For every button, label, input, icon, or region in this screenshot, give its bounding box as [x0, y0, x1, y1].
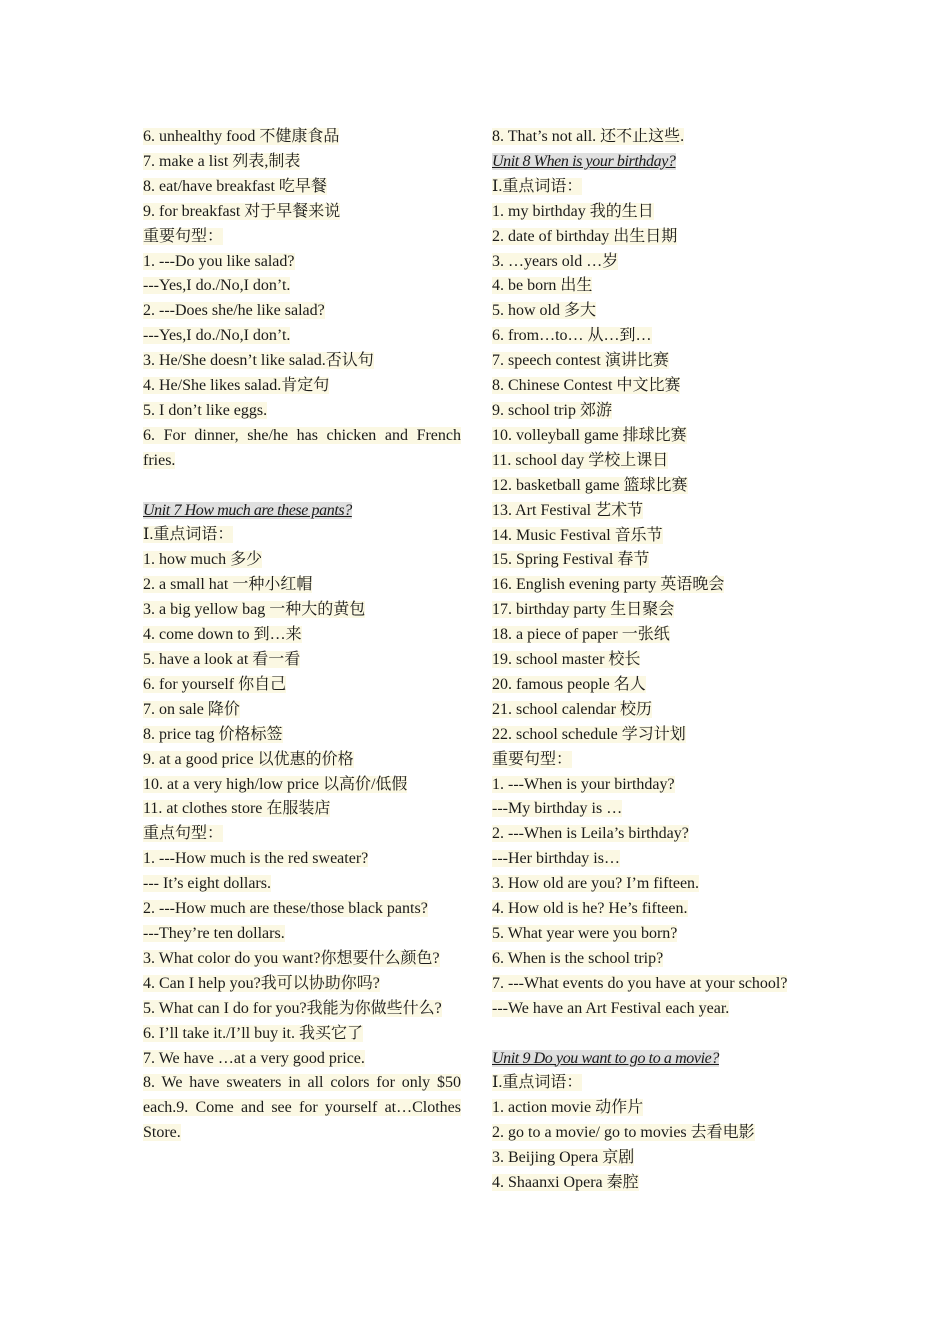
text-line	[492, 997, 810, 1022]
line-text: ---Yes,I do./No,I don’t.	[143, 327, 291, 345]
section-label	[143, 822, 461, 847]
text-line	[143, 200, 461, 225]
text-line	[143, 947, 461, 972]
text-line	[143, 374, 461, 399]
line-text: 6. unhealthy food 不健康食品	[143, 128, 340, 145]
line-text: 8. price tag 价格标签	[143, 725, 283, 743]
text-line	[143, 324, 461, 349]
text-line	[492, 374, 810, 399]
text-line	[143, 673, 461, 698]
text-line	[143, 150, 461, 175]
line-text: 8. Chinese Contest 中文比赛	[492, 377, 681, 395]
line-text: 9. for breakfast 对于早餐来说	[143, 202, 341, 220]
text-line	[143, 648, 461, 673]
text-line	[143, 1047, 461, 1072]
line-text: 3. What color do you want?你想要什么颜色?	[143, 949, 440, 967]
line-text: Ⅰ.重点词语：	[492, 1074, 583, 1092]
line-text: 2. a small hat 一种小红帽	[143, 576, 313, 594]
line-text: 9. school trip 郊游	[492, 401, 612, 419]
line-text: 4. How old is he? He’s fifteen.	[492, 900, 688, 918]
text-line	[143, 698, 461, 723]
text-line	[143, 872, 461, 897]
line-text: 7. speech contest 演讲比赛	[492, 352, 669, 370]
text-line	[492, 673, 810, 698]
line-text: 3. How old are you? I’m fifteen.	[492, 875, 700, 893]
line-text: 11. at clothes store 在服装店	[143, 800, 331, 818]
line-text: 1. ---Do you like salad?	[143, 252, 295, 270]
text-line	[492, 723, 810, 748]
text-line	[492, 1146, 810, 1171]
line-text: 2. go to a movie/ go to movies 去看电影	[492, 1124, 755, 1142]
line-text: 6. from…to… 从…到…	[492, 327, 652, 345]
text-line	[143, 548, 461, 573]
line-text: Ⅰ.重点词语：	[492, 177, 583, 195]
line-text: 8. That’s not all. 还不止这些.	[492, 128, 685, 145]
text-line	[492, 324, 810, 349]
text-line	[143, 972, 461, 997]
line-text: 6. for yourself 你自己	[143, 675, 287, 693]
text-line	[492, 499, 810, 524]
text-line	[492, 1096, 810, 1121]
text-line	[492, 822, 810, 847]
line-text: 5. how old 多大	[492, 302, 597, 320]
line-text: 7. ---What events do you have at your school?	[492, 974, 788, 992]
line-text: 1. how much 多少	[143, 551, 263, 569]
line-text: 6. I’ll take it./I’ll buy it. 我买它了	[143, 1024, 363, 1042]
line-text: 2. ---How much are these/those black pants?	[143, 900, 428, 918]
line-text: 1. action movie 动作片	[492, 1099, 644, 1117]
line-text: 重要句型：	[492, 750, 573, 768]
line-text: 2. ---Does she/he like salad?	[143, 302, 325, 320]
line-text: 7. make a list 列表,制表	[143, 152, 301, 170]
line-text: 4. He/She likes salad.肯定句	[143, 377, 330, 395]
text-line	[492, 623, 810, 648]
line-text: 1. ---When is your birthday?	[492, 775, 675, 793]
line-text: 4. Can I help you?我可以协助你吗?	[143, 974, 380, 992]
unit-heading	[143, 499, 461, 524]
line-text: 9. at a good price 以优惠的价格	[143, 750, 354, 768]
text-line	[143, 797, 461, 822]
line-text: Unit 9 Do you want to go to a movie?	[492, 1049, 719, 1067]
text-line	[492, 897, 810, 922]
text-line	[492, 797, 810, 822]
line-text: 5. have a look at 看一看	[143, 651, 301, 669]
line-text: Ⅰ.重点词语：	[143, 526, 234, 544]
text-line	[492, 972, 810, 997]
text-line	[492, 125, 810, 150]
line-text: 5. I don’t like eggs.	[143, 401, 268, 419]
text-line	[492, 299, 810, 324]
text-line	[492, 773, 810, 798]
line-text: 5. What can I do for you?我能为你做些什么?	[143, 999, 442, 1017]
line-text: 13. Art Festival 艺术节	[492, 501, 644, 519]
line-text: 15. Spring Festival 春节	[492, 551, 650, 569]
text-line	[143, 623, 461, 648]
text-line	[492, 349, 810, 374]
line-text: Unit 8 When is your birthday?	[492, 152, 676, 170]
line-text: 16. English evening party 英语晚会	[492, 576, 725, 594]
blank-line	[492, 1022, 810, 1047]
text-line	[492, 524, 810, 549]
line-text: 10. at a very high/low price 以高价/低假	[143, 775, 408, 793]
line-text: ---We have an Art Festival each year.	[492, 999, 730, 1017]
line-text: 18. a piece of paper 一张纸	[492, 626, 670, 644]
line-text: 19. school master 校长	[492, 651, 641, 669]
text-line	[492, 573, 810, 598]
section-label	[492, 748, 810, 773]
unit-heading	[492, 150, 810, 175]
text-line	[143, 573, 461, 598]
text-line	[492, 250, 810, 275]
line-text: 12. basketball game 篮球比赛	[492, 476, 688, 494]
text-line	[143, 897, 461, 922]
text-line	[143, 997, 461, 1022]
text-line	[143, 250, 461, 275]
line-text: 7. We have …at a very good price.	[143, 1049, 365, 1067]
text-line	[492, 1121, 810, 1146]
line-text: 11. school day 学校上课日	[492, 451, 669, 469]
text-line	[492, 424, 810, 449]
unit-heading	[492, 1047, 810, 1072]
line-text: 3. Beijing Opera 京剧	[492, 1149, 635, 1167]
line-text: 10. volleyball game 排球比赛	[492, 426, 687, 444]
line-text: 4. Shaanxi Opera 秦腔	[492, 1174, 639, 1192]
line-text: 重要句型：	[143, 227, 224, 245]
line-text: 1. ---How much is the red sweater?	[143, 850, 369, 868]
line-text: 3. a big yellow bag 一种大的黄包	[143, 601, 366, 619]
text-line	[492, 922, 810, 947]
text-line	[492, 598, 810, 623]
line-text: 20. famous people 名人	[492, 675, 646, 693]
text-line	[492, 225, 810, 250]
line-text: ---Her birthday is…	[492, 850, 620, 868]
text-line	[492, 1171, 810, 1196]
line-text: 7. on sale 降价	[143, 700, 240, 718]
blank-line	[143, 474, 461, 499]
section-label	[143, 225, 461, 250]
line-text: 6. When is the school trip?	[492, 949, 664, 967]
text-line	[143, 723, 461, 748]
line-text: 21. school calendar 校历	[492, 700, 652, 718]
text-line	[492, 449, 810, 474]
line-text: 17. birthday party 生日聚会	[492, 601, 675, 619]
line-text: 2. ---When is Leila’s birthday?	[492, 825, 689, 843]
line-text: 3. He/She doesn’t like salad.否认句	[143, 352, 374, 370]
text-line	[492, 548, 810, 573]
line-text: 3. …years old …岁	[492, 252, 619, 270]
line-text: 重点句型：	[143, 825, 224, 843]
text-line	[492, 200, 810, 225]
section-label	[492, 175, 810, 200]
text-line	[492, 872, 810, 897]
line-text: ---They’re ten dollars.	[143, 924, 285, 942]
section-label	[143, 523, 461, 548]
text-line	[143, 748, 461, 773]
text-line	[143, 1071, 461, 1146]
text-line	[143, 773, 461, 798]
line-text: ---My birthday is …	[492, 800, 623, 818]
line-text: 8. eat/have breakfast 吃早餐	[143, 177, 327, 195]
line-text: --- It’s eight dollars.	[143, 875, 271, 893]
text-line	[143, 175, 461, 200]
text-line	[143, 598, 461, 623]
text-line	[492, 947, 810, 972]
text-line	[143, 349, 461, 374]
text-line	[143, 922, 461, 947]
text-line	[143, 125, 461, 150]
line-text: 8. We have sweaters in all colors for only $50 each.9. Come and see for yourself at…Clothes Store.	[143, 1074, 461, 1142]
left-column	[143, 125, 461, 1146]
text-line	[492, 698, 810, 723]
line-text: 1. my birthday 我的生日	[492, 202, 654, 220]
line-text: ---Yes,I do./No,I don’t.	[143, 277, 291, 295]
text-line	[492, 399, 810, 424]
right-column	[492, 125, 810, 1196]
line-text: 4. come down to 到…来	[143, 626, 302, 644]
text-line	[143, 274, 461, 299]
line-text: Unit 7 How much are these pants?	[143, 501, 352, 519]
text-line	[143, 299, 461, 324]
line-text: 22. school schedule 学习计划	[492, 725, 686, 743]
line-text: 5. What year were you born?	[492, 925, 678, 942]
line-text: 14. Music Festival 音乐节	[492, 526, 663, 544]
text-line	[143, 399, 461, 424]
text-line	[492, 474, 810, 499]
line-text: 4. be born 出生	[492, 277, 593, 295]
line-text: 2. date of birthday 出生日期	[492, 227, 678, 245]
text-line	[143, 1022, 461, 1047]
text-line	[143, 424, 461, 474]
text-line	[492, 274, 810, 299]
text-line	[492, 847, 810, 872]
text-line	[492, 648, 810, 673]
line-text: 6. For dinner, she/he has chicken and French fries.	[143, 426, 461, 469]
section-label	[492, 1071, 810, 1096]
text-line	[143, 847, 461, 872]
